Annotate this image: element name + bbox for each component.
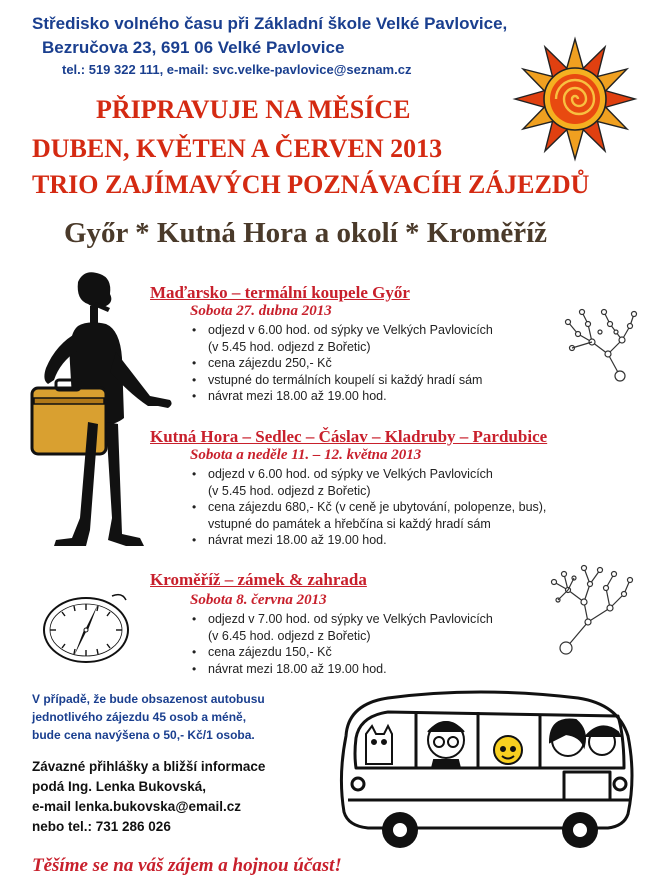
contact-block	[32, 757, 265, 837]
surcharge-line: V případě, že bude obsazenost autobusu	[32, 692, 265, 706]
surcharge-line: bude cena navýšena o 50,- Kč/1 osoba.	[32, 728, 255, 742]
section-3-title: Kroměříž – zámek & zahrada	[150, 570, 367, 589]
headline-line-3: TRIO ZAJÍMAVÝCH POZNÁVACÍH ZÁJEZDŮ	[32, 170, 590, 199]
org-address-line: Bezručova 23, 691 06 Velké Pavlovice	[42, 38, 345, 57]
traveler-with-suitcase-icon	[26, 268, 176, 554]
list-item: • cena zájezdu 680,- Kč (v ceně je ubytování, polopenze, bus),	[190, 499, 546, 516]
list-item: (v 5.45 hod. odjezd z Bořetic)	[208, 483, 371, 498]
list-item: • vstupné do termálních koupelí si každý hradí sám	[190, 372, 493, 389]
org-contact-line: tel.: 519 322 111, e-mail: svc.velke-pavlovice@seznam.cz	[62, 62, 412, 77]
section-3-date: Sobota 8. června 2013	[190, 592, 327, 608]
network-tree-icon	[560, 304, 640, 384]
list-item: • návrat mezi 18.00 až 19.00 hod.	[190, 532, 546, 549]
list-item: • návrat mezi 18.00 až 19.00 hod.	[190, 388, 493, 405]
list-item: • odjezd v 6.00 hod. od sýpky ve Velkých Pavlovicích	[190, 322, 493, 339]
section-1-title: Maďarsko – termální koupele Győr	[150, 283, 410, 302]
compass-icon	[38, 590, 132, 666]
list-item: vstupné do památek a hřebčína si každý hradí sám	[208, 516, 491, 531]
surcharge-note	[32, 690, 265, 744]
contact-line: Závazné přihlášky a bližší informace	[32, 759, 266, 774]
section-2-list	[190, 466, 546, 549]
destinations-line: Győr * Kutná Hora a okolí * Kroměříž	[64, 217, 548, 249]
section-1-date: Sobota 27. dubna 2013	[190, 303, 332, 319]
list-item: • cena zájezdu 150,- Kč	[190, 644, 493, 661]
contact-email: e-mail lenka.bukovska@email.cz	[32, 799, 242, 814]
sun-icon	[512, 36, 638, 162]
section-1-list	[190, 322, 493, 405]
section-3-list	[190, 611, 493, 677]
list-item: (v 5.45 hod. odjezd z Bořetic)	[208, 339, 371, 354]
list-item: • odjezd v 7.00 hod. od sýpky ve Velkých Pavlovicích	[190, 611, 493, 628]
headline-line-1: PŘIPRAVUJE NA MĚSÍCE	[96, 95, 411, 124]
list-item: • odjezd v 6.00 hod. od sýpky ve Velkých Pavlovicích	[190, 466, 546, 483]
section-2-title: Kutná Hora – Sedlec – Čáslav – Kladruby – Pardubice	[150, 427, 548, 446]
closing-line: Těšíme se na váš zájem a hojnou účast!	[32, 855, 342, 876]
contact-phone: nebo tel.: 731 286 026	[32, 819, 171, 834]
headline-line-2: DUBEN, KVĚTEN A ČERVEN 2013	[32, 134, 443, 163]
network-tree-icon	[544, 560, 636, 658]
section-2-date: Sobota a neděle 11. – 12. května 2013	[190, 447, 422, 463]
bus-with-passengers-icon	[328, 676, 644, 856]
org-name-line: Středisko volného času při Základní škole Velké Pavlovice,	[32, 14, 508, 33]
list-item: • cena zájezdu 250,- Kč	[190, 355, 493, 372]
list-item: (v 6.45 hod. odjezd z Bořetic)	[208, 628, 371, 643]
contact-line: podá Ing. Lenka Bukovská,	[32, 779, 207, 794]
list-item: • návrat mezi 18.00 až 19.00 hod.	[190, 661, 493, 678]
surcharge-line: jednotlivého zájezdu 45 osob a méně,	[32, 710, 247, 724]
